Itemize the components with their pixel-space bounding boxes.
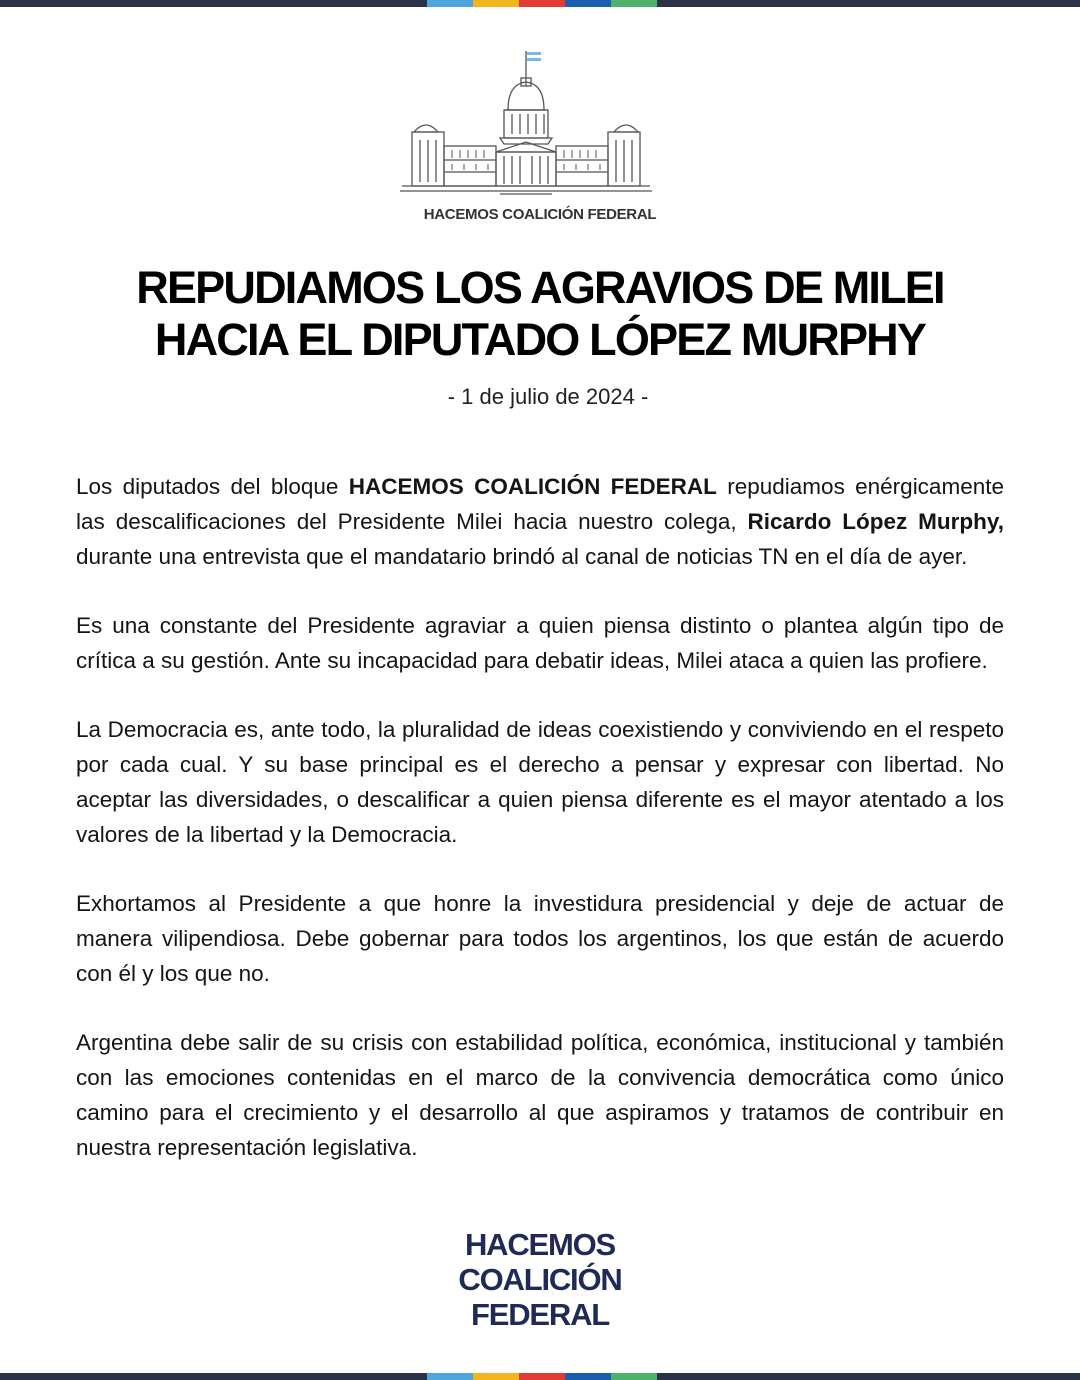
stripe-dark-right [657, 0, 1080, 7]
stripe-light-blue [427, 1373, 473, 1380]
footer-logo-line-3: FEDERAL [471, 1297, 609, 1332]
top-color-stripe [0, 0, 1080, 7]
stripe-yellow [473, 0, 519, 7]
stripe-green [611, 0, 657, 7]
page-title [40, 262, 1040, 366]
stripe-dark-left [0, 0, 427, 7]
stripe-blue [565, 0, 611, 7]
p1-text-3: durante una entrevista que el mandatario brindó al canal de noticias TN en el día de ayer. [76, 544, 968, 569]
stripe-green [611, 1373, 657, 1380]
p1-text-1: Los diputados del bloque [76, 474, 349, 499]
stripe-blue [565, 1373, 611, 1380]
statement-body [76, 469, 1004, 1199]
stripe-dark-right [657, 1373, 1080, 1380]
publication-date: - 1 de julio de 2024 - [447, 384, 649, 409]
footer-logo [0, 1227, 1080, 1332]
argentina-flag-icon [526, 51, 541, 86]
stripe-yellow [473, 1373, 519, 1380]
p1-bold-deputy-name: Ricardo López Murphy, [747, 509, 1004, 534]
stripe-light-blue [427, 0, 473, 7]
title-line-1: REPUDIAMOS LOS AGRAVIOS DE MILEI [136, 262, 944, 313]
footer-logo-line-2: COALICIÓN [458, 1262, 622, 1297]
paragraph-4: Exhortamos al Presidente a que honre la investidura presidencial y deje de actuar de manera vilipendiosa. Debe gobernar para todos los argentinos, los que están de acuerdo con él y los que no. [76, 891, 1004, 986]
title-line-2: HACIA EL DIPUTADO LÓPEZ MURPHY [154, 314, 926, 365]
paragraph-5: Argentina debe salir de su crisis con estabilidad política, económica, institucional y también con las emociones contenidas en el marco de la convivencia democrática como único camino para el crecimiento y el desarrollo al que aspiramos y tratamos de contribuir en nuestra representación legislativa. [76, 1030, 1004, 1160]
header-logo [0, 48, 1080, 223]
p1-bold-bloc-name: HACEMOS COALICIÓN FEDERAL [348, 474, 717, 499]
logo-caption: HACEMOS COALICIÓN FEDERAL [423, 206, 657, 223]
p1-text-2: repudiamos enérgicamente las descalificaciones del Presidente Milei hacia nuestro colega, [76, 474, 1004, 534]
stripe-red [519, 0, 565, 7]
stripe-red [519, 1373, 565, 1380]
footer-logo-line-1: HACEMOS [464, 1227, 616, 1262]
paragraph-3: La Democracia es, ante todo, la pluralidad de ideas coexistiendo y conviviendo en el respeto por cada cual. Y su base principal es el derecho a pensar y expresar con libertad. No aceptar las diversidades, o descalificar a quien piensa diferente es el mayor atentado a los valores de la libertad y la Democracia. [76, 717, 1004, 847]
bottom-color-stripe [0, 1373, 1080, 1380]
paragraph-1 [76, 469, 1004, 574]
stripe-dark-left [0, 1373, 427, 1380]
paragraph-2: Es una constante del Presidente agraviar a quien piensa distinto o plantea algún tipo de crítica a su gestión. Ante su incapacidad para debatir ideas, Milei ataca a quien las profiere. [76, 613, 1004, 673]
congress-building-icon [400, 48, 680, 196]
